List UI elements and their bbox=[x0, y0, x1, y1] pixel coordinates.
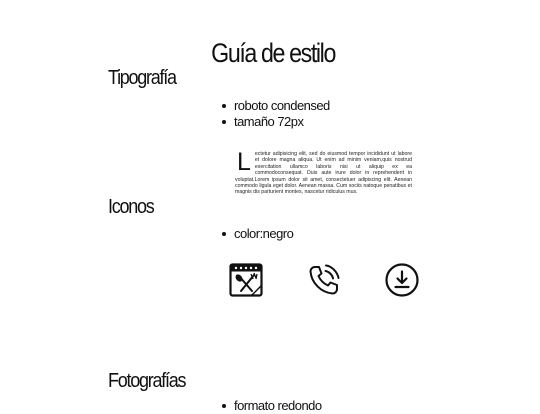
phone-call-icon bbox=[306, 262, 342, 298]
sample-drop-cap: L bbox=[237, 148, 251, 176]
icons-heading: Iconos bbox=[108, 196, 154, 218]
typography-heading: Tipografía bbox=[108, 67, 176, 89]
photos-item-format: formato redondo bbox=[222, 398, 322, 414]
typography-item-font: roboto condensed bbox=[222, 98, 330, 114]
typography-list bbox=[222, 98, 330, 130]
download-icon bbox=[384, 262, 420, 298]
sample-text: ectetur adipisicing elit, sed do eiusmod tempor incididunt ut labore et dolore magna aliqua. Ut enim ad minim veniam,quis nostrud exercitation ullamco laboris nisi ut aliquip ex ea commodoconsequat. Duis aute irure dolor in reprehenderit in voluptat.Lorem ipsum dolor sit amet, consectetuer adipiscing elit. Aenean commodo ligula eget dolor. Aenean massa. Cum sociis natoque penatibus et magnis dis parturient montes, nascetur ridiculus mus. bbox=[235, 151, 412, 196]
typography-item-size: tamaño 72px bbox=[222, 114, 330, 130]
page-title: Guía de estilo bbox=[211, 38, 335, 69]
icon-samples bbox=[228, 262, 428, 300]
calendar-restaurant-icon bbox=[228, 262, 264, 298]
photos-heading: Fotografías bbox=[108, 370, 186, 392]
typography-sample-paragraph bbox=[235, 148, 412, 196]
photos-list bbox=[222, 398, 322, 414]
icons-item-color: color:negro bbox=[222, 226, 293, 242]
icons-list bbox=[222, 226, 293, 242]
